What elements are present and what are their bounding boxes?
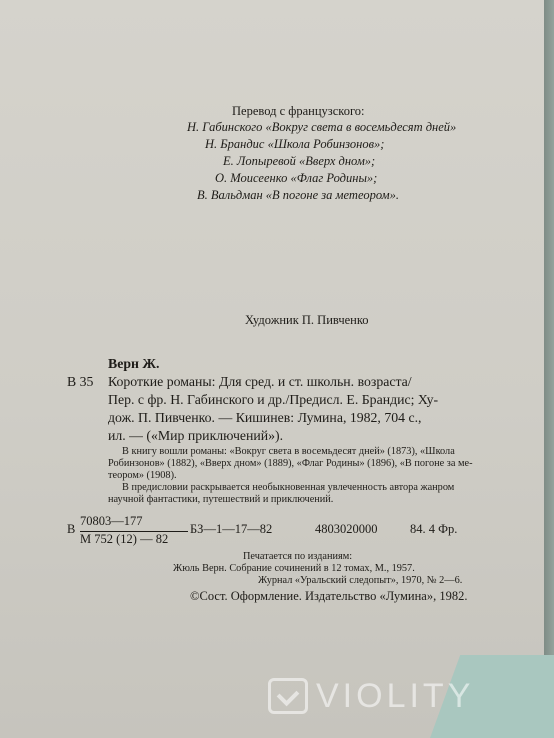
code-prefix: В <box>67 522 76 536</box>
catalog-annotation-line: научной фантастики, путешествий и приключений. <box>108 494 334 505</box>
illustrator-credit: Художник П. Пивченко <box>245 313 369 327</box>
book-cover-edge <box>544 0 554 738</box>
code-series: БЗ—1—17—82 <box>190 522 273 536</box>
watermark-logo-icon <box>268 678 308 714</box>
translation-line: В. Вальдман «В погоне за метеором». <box>197 188 399 202</box>
catalog-description-line: Пер. с фр. Н. Габинского и др./Предисл. Е. Брандис; Ху- <box>108 392 439 407</box>
code-class: 84. 4 Фр. <box>410 522 458 536</box>
translation-line: Н. Габинского «Вокруг света в восемьдесят дней» <box>187 120 457 134</box>
translation-line: Н. Брандис «Школа Робинзонов»; <box>205 137 385 151</box>
catalog-author: Верн Ж. <box>108 356 160 371</box>
printing-line: Журнал «Уральский следопыт», 1970, № 2—6. <box>258 575 463 586</box>
catalog-description-line: Короткие романы: Для сред. и ст. школьн. возраста/ <box>108 374 412 389</box>
catalog-annotation-line: Робинзонов» (1882), «Вверх дном» (1889), «Флаг Родины» (1896), «В погоне за ме- <box>108 458 473 469</box>
printing-line: Жюль Верн. Собрание сочинений в 12 томах, М., 1957. <box>173 563 415 574</box>
code-numerator: 70803—177 <box>80 514 143 528</box>
catalog-description-line: дож. П. Пивченко. — Кишинев: Лумина, 1982, 704 с., <box>108 410 422 425</box>
catalog-annotation-line: В книгу вошли романы: «Вокруг света в восемьдесят дней» (1873), «Школа <box>122 446 455 457</box>
catalog-index: В 35 <box>67 374 94 389</box>
printing-line: Печатается по изданиям: <box>243 551 353 562</box>
translation-line: Е. Лопыревой «Вверх дном»; <box>223 154 376 168</box>
translation-header: Перевод с французского: <box>232 104 365 118</box>
catalog-annotation-line: В предисловии раскрывается необыкновенная увлеченность автора жанром <box>122 482 455 493</box>
catalog-description-line: ил. — («Мир приключений»). <box>108 428 284 443</box>
watermark-text: VIOLITY <box>316 676 475 715</box>
code-number: 4803020000 <box>315 522 378 536</box>
site-watermark <box>268 676 474 716</box>
catalog-annotation-line: теором» (1908). <box>108 470 177 481</box>
code-denominator: М 752 (12) — 82 <box>80 532 169 546</box>
translation-line: О. Моисеенко «Флаг Родины»; <box>215 171 378 185</box>
copyright-line: ©Сост. Оформление. Издательство «Лумина», 1982. <box>190 589 468 603</box>
